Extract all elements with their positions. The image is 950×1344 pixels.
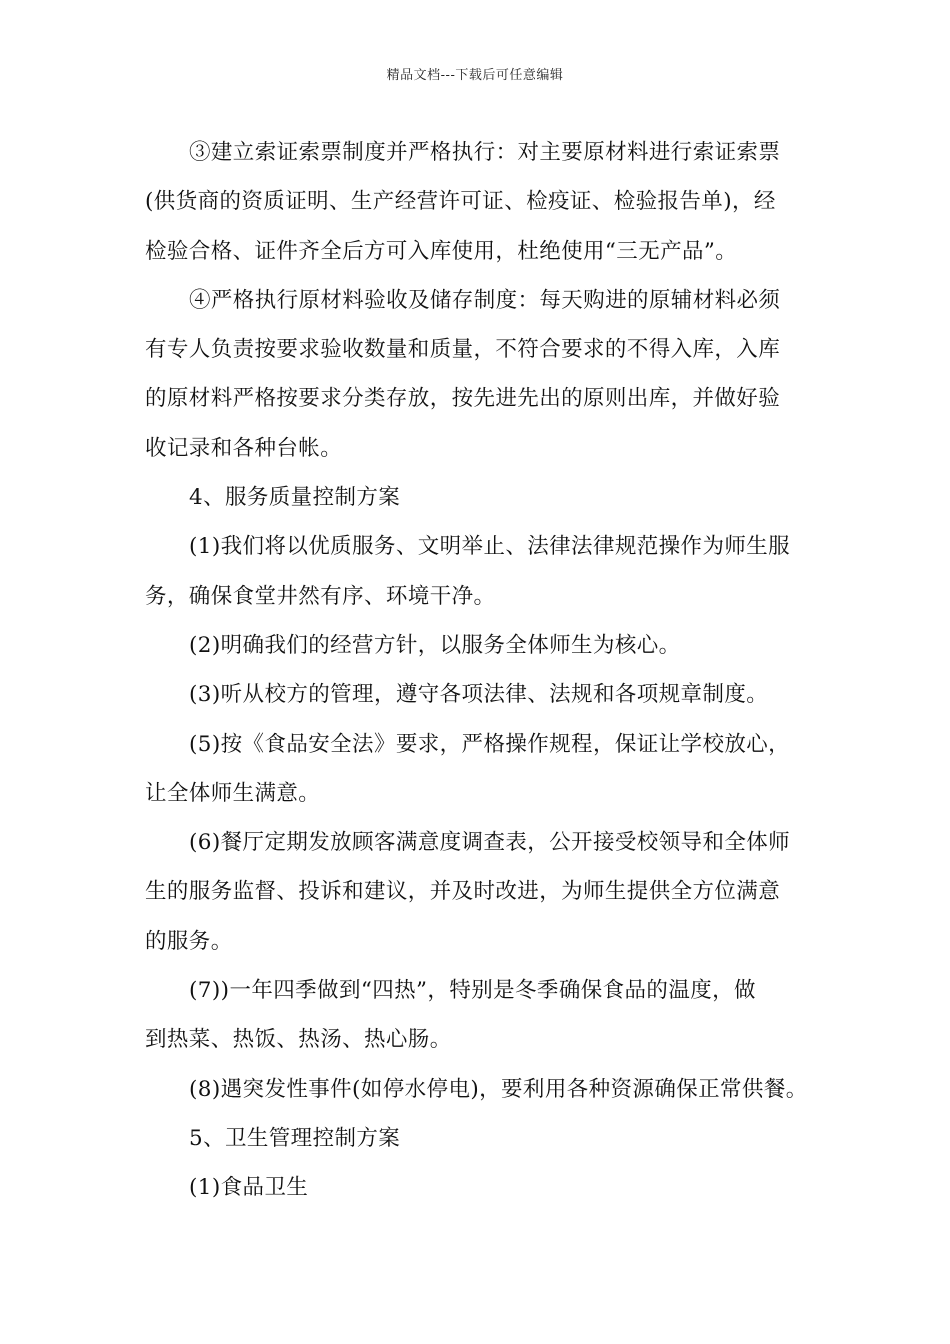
page-header: 精品文档---下载后可任意编辑 <box>386 68 564 83</box>
text-line: (供货商的资质证明、生产经营许可证、检疫证、检验报告单)，经 <box>145 189 776 215</box>
text-line: (1)食品卫生 <box>189 1175 309 1201</box>
text-line: 检验合格、证件齐全后方可入库使用，杜绝使用“三无产品”。 <box>145 238 738 264</box>
text-line: (1)我们将以优质服务、文明举止、法律法律规范操作为师生服 <box>189 534 791 560</box>
text-line: (3)听从校方的管理，遵守各项法律、法规和各项规章制度。 <box>189 682 769 708</box>
text-line: (7))一年四季做到“四热”，特别是冬季确保食品的温度，做 <box>189 978 756 1004</box>
text-line: 有专人负责按要求验收数量和质量，不符合要求的不得入库，入库 <box>145 337 781 363</box>
text-line: (2)明确我们的经营方针，以服务全体师生为核心。 <box>189 632 681 658</box>
text-line: (8)遇突发性事件(如停水停电)，要利用各种资源确保正常供餐。 <box>189 1076 808 1102</box>
document-body <box>145 128 810 1213</box>
text-line: (6)餐厅定期发放顾客满意度调查表，公开接受校领导和全体师 <box>189 830 791 856</box>
text-line: 4、服务质量控制方案 <box>189 485 401 511</box>
text-line: 的服务。 <box>145 928 233 954</box>
text-line: 收记录和各种台帐。 <box>145 435 343 461</box>
text-line: 到热菜、热饭、热汤、热心肠。 <box>145 1027 452 1053</box>
text-line: 生的服务监督、投诉和建议，并及时改进，为师生提供全方位满意 <box>145 879 781 905</box>
text-line: 5、卫生管理控制方案 <box>189 1125 401 1151</box>
text-line: ③建立索证索票制度并严格执行：对主要原材料进行索证索票 <box>189 140 781 165</box>
text-line: ④严格执行原材料验收及储存制度：每天购进的原辅材料必须 <box>189 287 781 313</box>
text-line: 务，确保食堂井然有序、环境干净。 <box>145 583 496 609</box>
text-line: 让全体师生满意。 <box>145 780 321 806</box>
text-line: (5)按《食品安全法》要求，严格操作规程，保证让学校放心， <box>189 731 791 757</box>
text-line: 的原材料严格按要求分类存放，按先进先出的原则出库，并做好验 <box>145 386 781 412</box>
